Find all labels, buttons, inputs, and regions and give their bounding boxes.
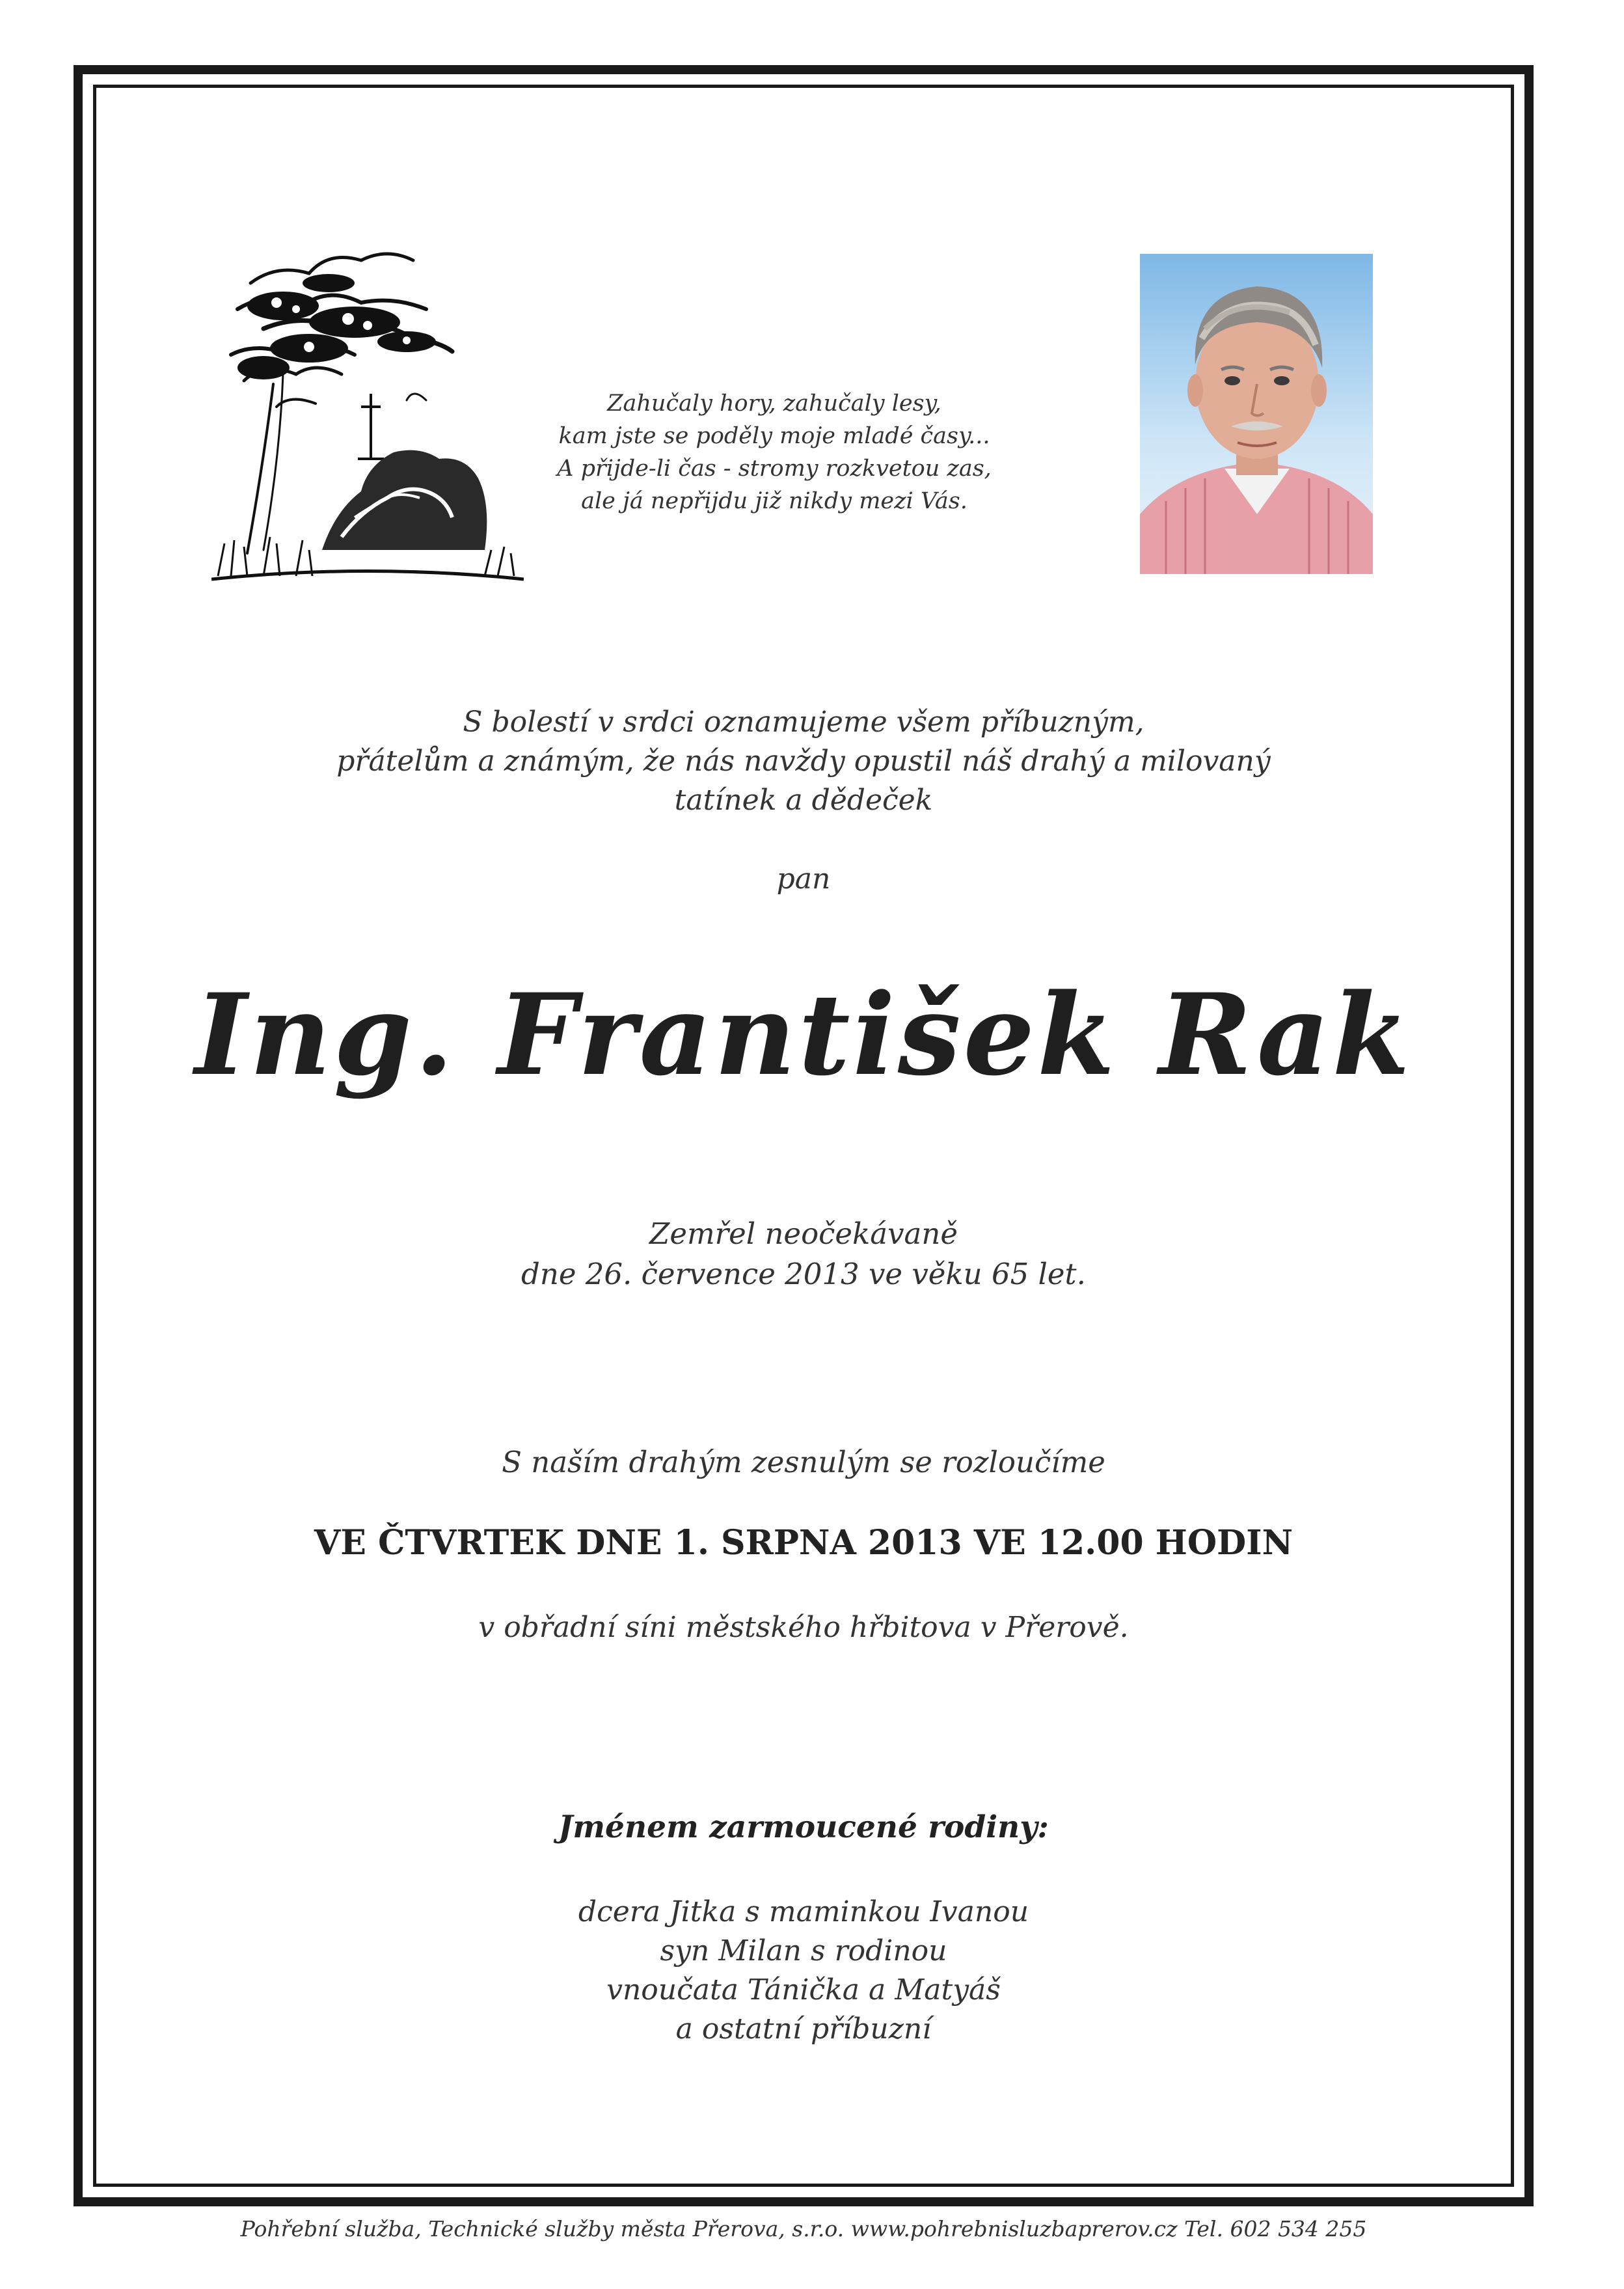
portrait-photo (1140, 254, 1373, 574)
announcement-line: S bolestí v srdci oznamujeme všem příbuzným, (463, 706, 1144, 739)
tree-cross-illustration (211, 244, 524, 589)
farewell-text: S naším drahým zesnulým se rozloučíme (502, 1445, 1105, 1479)
ceremony-place: v obřadní síni městského hřbitova v Přerově. (478, 1611, 1129, 1644)
poem-line: kam jste se poděly moje mladé časy... (558, 423, 990, 449)
poem-line: A přijde-li čas - stromy rozkvetou zas, (557, 456, 992, 482)
family-heading: Jménem zarmoucené rodiny: (558, 1809, 1049, 1845)
footer-funeral-service: Pohřební služba, Technické služby města Přerova, s.r.o. www.pohrebnisluzbaprerov.cz Tel. 602 534 255 (240, 2216, 1367, 2241)
deceased-name: Ing. František Rak (195, 968, 1413, 1101)
death-line: Zemřel neočekávaně (649, 1216, 958, 1251)
family-member: a ostatní příbuzní (675, 2012, 932, 2046)
announcement-line: tatínek a dědeček (674, 784, 933, 817)
ceremony-date: VE ČTVRTEK DNE 1. SRPNA 2013 VE 12.00 HODIN (314, 1523, 1293, 1563)
family-member: dcera Jitka s maminkou Ivanou (578, 1895, 1029, 1928)
announcement (93, 703, 1514, 820)
title-pan: pan (776, 862, 831, 896)
death-line: dne 26. července 2013 ve věku 65 let. (521, 1257, 1086, 1291)
family-member: vnoučata Tánička a Matyáš (606, 1973, 1001, 2007)
poem (534, 387, 1015, 517)
death-info (93, 1214, 1514, 1295)
poem-line: ale já nepřijdu již nikdy mezi Vás. (581, 488, 968, 514)
poem-line: Zahučaly hory, zahučaly lesy, (607, 391, 941, 417)
announcement-line: přátelům a známým, že nás navždy opustil náš drahý a milovaný (336, 745, 1271, 778)
family-member: syn Milan s rodinou (660, 1934, 947, 1967)
family-list (93, 1893, 1514, 2049)
